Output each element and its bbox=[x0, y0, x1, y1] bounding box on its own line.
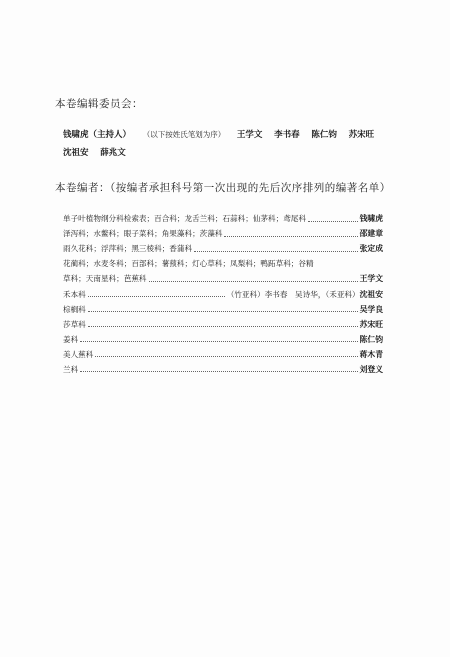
committee-members-line-2 bbox=[63, 146, 135, 158]
editor-row bbox=[63, 241, 383, 256]
dot-leader bbox=[88, 325, 358, 327]
editors-heading: 本卷编者：（按编者承担科号第一次出现的先后次序排列的编著名单） bbox=[55, 182, 391, 194]
committee-chair: 钱啸虎（主持人） bbox=[63, 130, 132, 140]
editor-row bbox=[63, 256, 383, 271]
editor-row bbox=[63, 362, 383, 377]
editor-row-name: 苏宋旺 bbox=[359, 319, 383, 329]
editor-row-name: 王学文 bbox=[359, 274, 383, 284]
committee-member: 王学文 bbox=[236, 130, 263, 140]
editor-row-name: 邵建章 bbox=[359, 229, 383, 239]
editor-row bbox=[63, 332, 383, 347]
editor-row-name: 沈祖安 bbox=[359, 289, 383, 299]
dot-leader bbox=[88, 310, 358, 312]
editor-row-name: 钱啸虎 bbox=[359, 214, 383, 224]
dot-leader bbox=[80, 370, 357, 372]
editor-row-families: 草科；天南星科；芭蕉科 bbox=[63, 274, 147, 284]
dot-leader bbox=[88, 295, 225, 297]
dot-leader bbox=[80, 340, 357, 342]
dot-leader bbox=[308, 220, 358, 222]
committee-member: 苏宋旺 bbox=[348, 130, 375, 140]
dot-leader bbox=[194, 250, 358, 252]
editor-row bbox=[63, 347, 383, 362]
editor-row bbox=[63, 302, 383, 317]
editor-row bbox=[63, 286, 383, 301]
editors-list bbox=[63, 211, 383, 377]
editor-row-name: 张定成 bbox=[359, 244, 383, 254]
editor-row-subfamily-editors: （竹亚科）李书春 吴诗华，（禾亚科） bbox=[226, 289, 360, 299]
editor-row bbox=[63, 317, 383, 332]
dot-leader bbox=[149, 280, 358, 282]
committee-members-line-1 bbox=[63, 128, 383, 140]
editor-row-name: 陈仁钧 bbox=[359, 334, 383, 344]
committee-heading: 本卷编辑委员会： bbox=[55, 98, 143, 110]
committee-member: 李书春 bbox=[274, 130, 300, 140]
editor-row-families: 禾本科 bbox=[63, 289, 86, 299]
editor-row-families: 花蔺科；水麦冬科；百部科；薯蓣科；灯心草科；凤梨科；鸭跖草科；谷精 bbox=[63, 259, 314, 269]
editor-row-families: 姜科 bbox=[63, 334, 79, 344]
editor-row-families: 雨久花科；浮萍科；黑三棱科；香蒲科 bbox=[63, 244, 193, 254]
dot-leader bbox=[224, 235, 357, 237]
editor-row bbox=[63, 211, 383, 226]
editor-row-families: 单子叶植物纲分科检索表；百合科；龙舌兰科；石蒜科；仙茅科；鸢尾科 bbox=[63, 214, 306, 224]
editor-row-name: 蒋木青 bbox=[359, 349, 383, 359]
editor-row bbox=[63, 271, 383, 286]
committee-member: 沈祖安 bbox=[63, 148, 89, 158]
committee-member: 薛兆文 bbox=[100, 148, 126, 158]
editor-row-name: 刘登义 bbox=[359, 364, 383, 374]
committee-member: 陈仁钧 bbox=[311, 130, 337, 140]
editor-row-name: 吴学良 bbox=[359, 304, 383, 314]
editor-row-families: 泽泻科；水鳖科；眼子菜科；角果藻科；茨藻科 bbox=[63, 229, 223, 239]
editor-row bbox=[63, 226, 383, 241]
committee-order-note: （以下按姓氏笔划为序） bbox=[142, 130, 226, 139]
editor-row-families: 兰科 bbox=[63, 364, 79, 374]
editor-row-families: 棕榈科 bbox=[63, 304, 86, 314]
dot-leader bbox=[316, 265, 381, 266]
editor-row-families: 美人蕉科 bbox=[63, 349, 94, 359]
editor-row-families: 莎草科 bbox=[63, 319, 86, 329]
dot-leader bbox=[95, 355, 357, 357]
